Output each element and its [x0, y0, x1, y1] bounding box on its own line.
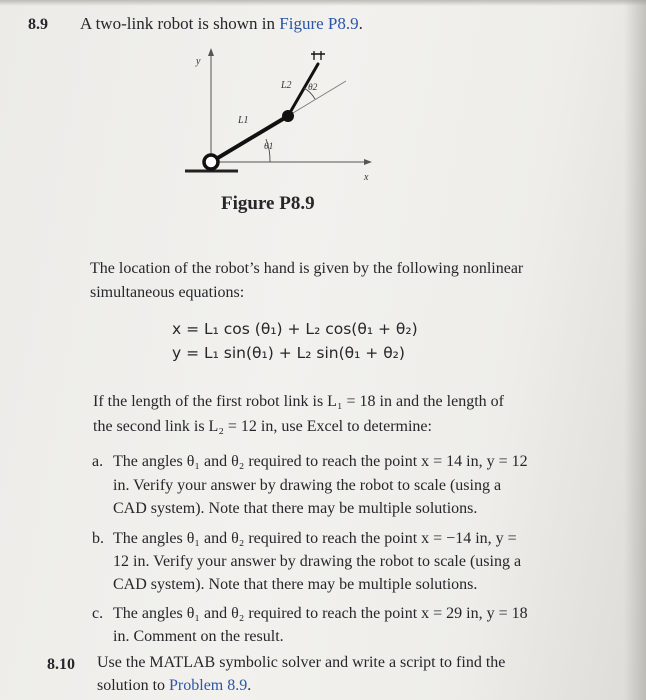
problem-8-10-line-2 — [97, 677, 251, 695]
part-b-letter: b. — [92, 530, 104, 547]
y-axis-label: y — [196, 56, 201, 67]
problem-number-8-9: 8.9 — [28, 16, 48, 33]
intro-suffix: . — [358, 14, 363, 33]
base-joint — [204, 155, 218, 169]
intro-prefix: A two-link robot is shown in — [80, 14, 280, 33]
part-b-line-2: 12 in. Verify your answer by drawing the robot to scale (using a — [113, 553, 522, 570]
part-c-line-2: in. Comment on the result. — [113, 628, 284, 645]
x-axis-arrow — [364, 159, 372, 165]
given-line-2: the second link is L₂ = 12 in, use Excel to determine: — [93, 418, 432, 435]
problem-8-10-suffix: . — [247, 677, 252, 694]
part-a-line-1: The angles θ₁ and θ₂ required to reach the point x = 14 in, y = 12 — [113, 453, 528, 470]
figure-caption: Figure P8.9 — [221, 193, 315, 214]
y-axis-arrow — [208, 48, 214, 56]
problem-intro — [80, 14, 363, 34]
description-line-1: The location of the robot’s hand is given by the following nonlinear — [90, 260, 524, 277]
part-a-line-3: CAD system). Note that there may be multiple solutions. — [113, 500, 478, 517]
part-c-letter: c. — [92, 605, 104, 622]
part-a-letter: a. — [92, 453, 104, 470]
problem-8-10-prefix: solution to — [97, 677, 170, 694]
equation-x: x = L₁ cos (θ₁) + L₂ cos(θ₁ + θ₂) — [172, 320, 418, 338]
link-1-label: L1 — [238, 115, 249, 126]
robot-figure — [180, 40, 380, 185]
description-line-2: simultaneous equations: — [90, 284, 245, 301]
part-c-line-1: The angles θ₁ and θ₂ required to reach the point x = 29 in, y = 18 — [113, 605, 528, 622]
equation-y: y = L₁ sin(θ₁) + L₂ sin(θ₁ + θ₂) — [172, 344, 405, 362]
link-2-label: L2 — [281, 80, 292, 91]
theta1-label: θ1 — [264, 142, 274, 152]
page-top-shadow — [0, 0, 646, 6]
part-a-line-2: in. Verify your answer by drawing the robot to scale (using a — [113, 477, 502, 494]
problem-8-10-line-1: Use the MATLAB symbolic solver and write a script to find the — [97, 654, 506, 671]
part-b-line-1: The angles θ₁ and θ₂ required to reach the point x = −14 in, y = — [113, 530, 517, 547]
x-axis-label: x — [364, 172, 369, 183]
given-line-1: If the length of the first robot link is L₁ = 18 in and the length of — [93, 393, 504, 410]
part-b-line-3: CAD system). Note that there may be multiple solutions. — [113, 576, 478, 593]
elbow-joint — [282, 110, 294, 122]
page-right-shadow — [624, 0, 646, 700]
link-1 — [211, 116, 288, 162]
problem-number-8-10: 8.10 — [47, 656, 75, 673]
theta2-label: θ2 — [308, 83, 318, 93]
figure-link[interactable]: Figure P8.9 — [279, 14, 359, 33]
problem-link[interactable]: Problem 8.9 — [169, 677, 248, 694]
